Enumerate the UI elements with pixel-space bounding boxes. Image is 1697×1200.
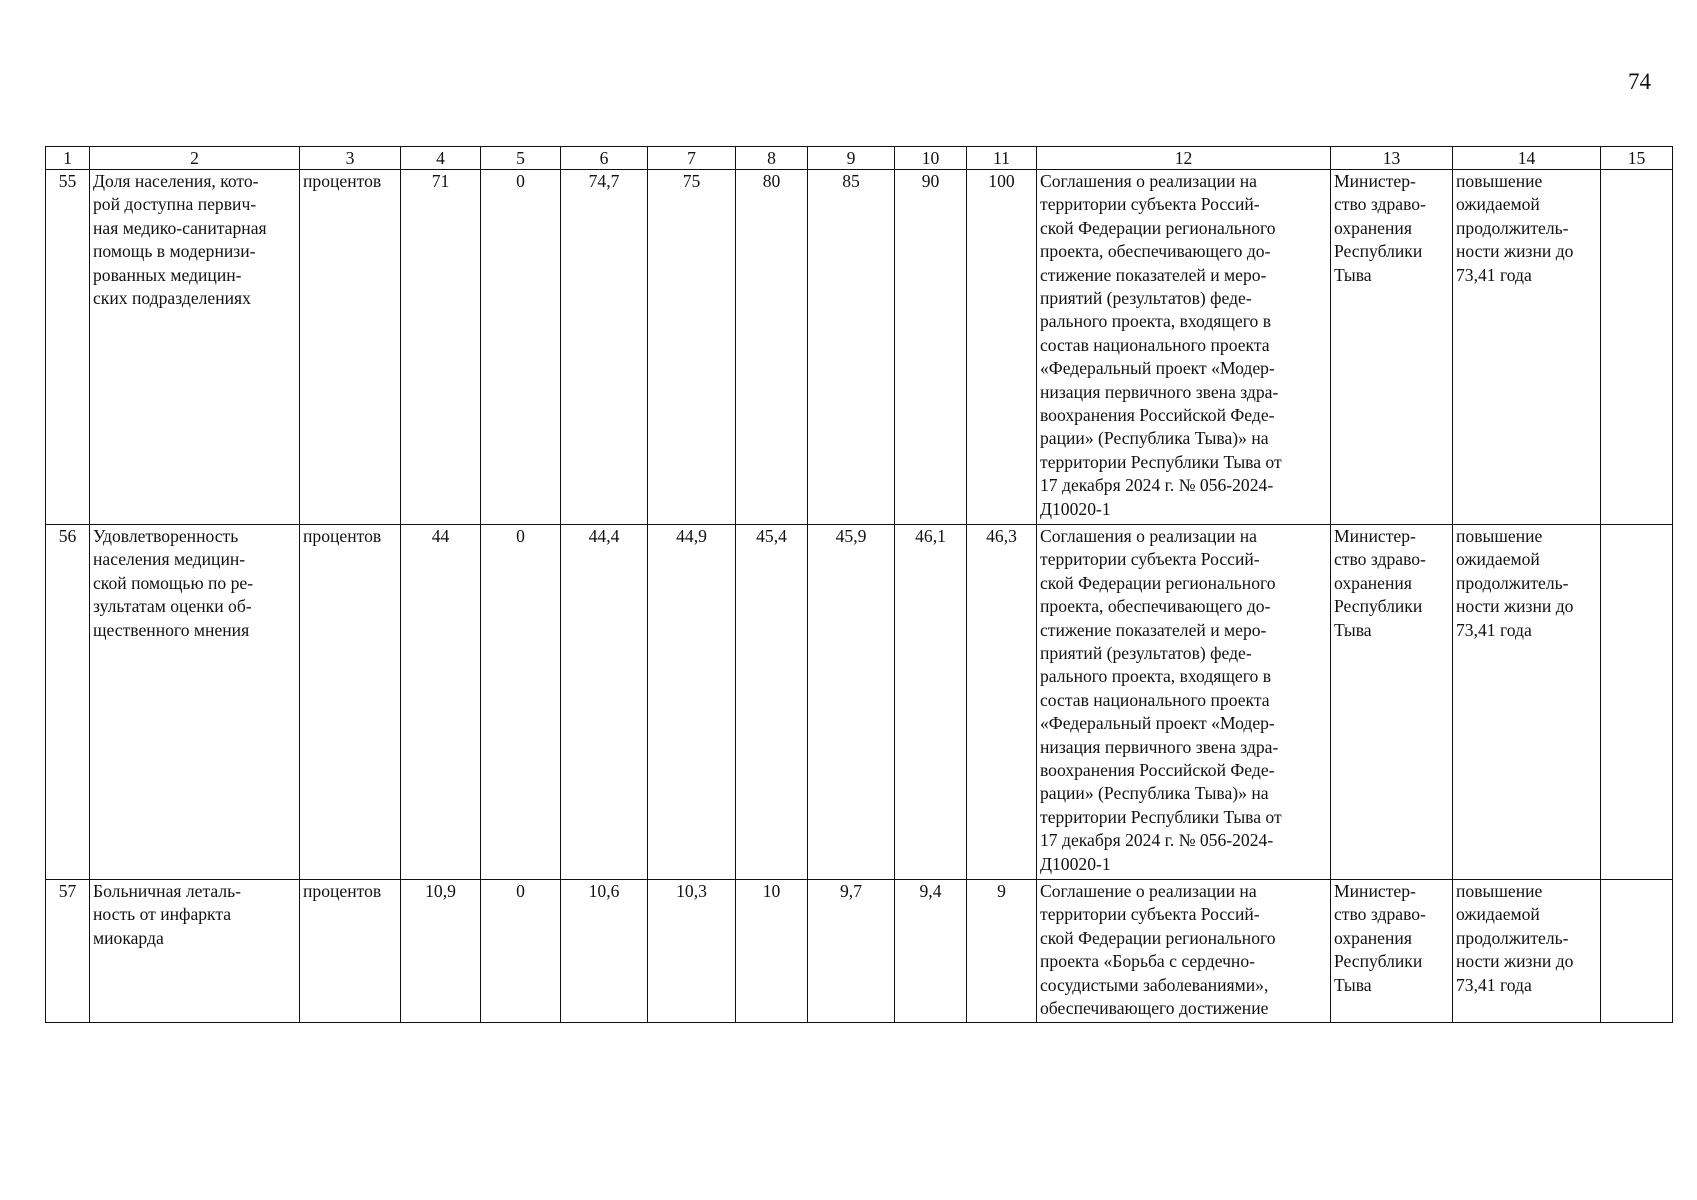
row-number: 56	[46, 525, 90, 880]
value-cell: 74,7	[561, 170, 648, 525]
source-document: Соглашение о реализации на территории субъекта Россий- ской Федерации регионального проекта «Борьба с сердечно- сосудистыми заболеваниями», обеспечивающего достижение	[1037, 880, 1331, 1023]
column-number: 13	[1331, 147, 1453, 170]
goal-link: повышение ожидаемой продолжитель- ности жизни до 73,41 года	[1453, 170, 1601, 525]
value-cell: 44	[401, 525, 481, 880]
value-cell: 71	[401, 170, 481, 525]
column-number: 3	[300, 147, 401, 170]
column-number: 4	[401, 147, 481, 170]
value-cell: 9,4	[895, 880, 967, 1023]
value-cell: 44,4	[561, 525, 648, 880]
value-cell: 46,1	[895, 525, 967, 880]
unit-of-measure: процентов	[300, 880, 401, 1023]
responsible-body: Министер- ство здраво- охранения Республики Тыва	[1331, 525, 1453, 880]
empty-cell	[1601, 170, 1673, 525]
indicator-name: Доля населения, кото- рой доступна первич- ная медико-санитарная помощь в модернизи- рованных медицин- ских подразделениях	[90, 170, 300, 525]
goal-link: повышение ожидаемой продолжитель- ности жизни до 73,41 года	[1453, 525, 1601, 880]
column-number: 1	[46, 147, 90, 170]
column-number: 8	[736, 147, 808, 170]
value-cell: 10,9	[401, 880, 481, 1023]
value-cell: 85	[808, 170, 895, 525]
value-cell: 0	[481, 880, 561, 1023]
column-number: 7	[648, 147, 736, 170]
indicator-name: Больничная леталь- ность от инфаркта миокарда	[90, 880, 300, 1023]
value-cell: 100	[967, 170, 1037, 525]
responsible-body: Министер- ство здраво- охранения Республики Тыва	[1331, 170, 1453, 525]
goal-link: повышение ожидаемой продолжитель- ности жизни до 73,41 года	[1453, 880, 1601, 1023]
column-number: 11	[967, 147, 1037, 170]
value-cell: 10	[736, 880, 808, 1023]
column-number: 2	[90, 147, 300, 170]
row-number: 57	[46, 880, 90, 1023]
value-cell: 45,9	[808, 525, 895, 880]
indicator-name: Удовлетворенность населения медицин- ской помощью по ре- зультатам оценки об- щественного мнения	[90, 525, 300, 880]
value-cell: 46,3	[967, 525, 1037, 880]
value-cell: 0	[481, 170, 561, 525]
indicators-table	[45, 146, 1673, 1023]
value-cell: 10,6	[561, 880, 648, 1023]
column-number: 9	[808, 147, 895, 170]
value-cell: 75	[648, 170, 736, 525]
value-cell: 45,4	[736, 525, 808, 880]
unit-of-measure: процентов	[300, 170, 401, 525]
page-number: 74	[1628, 69, 1651, 94]
row-number: 55	[46, 170, 90, 525]
column-number: 12	[1037, 147, 1331, 170]
column-number: 6	[561, 147, 648, 170]
value-cell: 90	[895, 170, 967, 525]
column-number-row	[46, 147, 1673, 170]
value-cell: 9	[967, 880, 1037, 1023]
value-cell: 80	[736, 170, 808, 525]
column-number: 5	[481, 147, 561, 170]
unit-of-measure: процентов	[300, 525, 401, 880]
column-number: 10	[895, 147, 967, 170]
column-number: 15	[1601, 147, 1673, 170]
source-document: Соглашения о реализации на территории субъекта Россий- ской Федерации регионального проекта, обеспечивающего до- стижение показателей и меро- приятий (результатов) феде- рального проекта, входящего в состав национального проекта «Федеральный проект «Модер- низация первичного звена здра- воохранения Российской Феде- рации» (Республика Тыва)» на территории Республики Тыва от 17 декабря 2024 г. № 056-2024- Д10020-1	[1037, 170, 1331, 525]
table-row	[46, 880, 1673, 1023]
source-document: Соглашения о реализации на территории субъекта Россий- ской Федерации регионального проекта, обеспечивающего до- стижение показателей и меро- приятий (результатов) феде- рального проекта, входящего в состав национального проекта «Федеральный проект «Модер- низация первичного звена здра- воохранения Российской Феде- рации» (Республика Тыва)» на территории Республики Тыва от 17 декабря 2024 г. № 056-2024- Д10020-1	[1037, 525, 1331, 880]
empty-cell	[1601, 880, 1673, 1023]
table-row	[46, 525, 1673, 880]
value-cell: 9,7	[808, 880, 895, 1023]
table-row	[46, 170, 1673, 525]
value-cell: 44,9	[648, 525, 736, 880]
column-number: 14	[1453, 147, 1601, 170]
value-cell: 10,3	[648, 880, 736, 1023]
value-cell: 0	[481, 525, 561, 880]
empty-cell	[1601, 525, 1673, 880]
responsible-body: Министер- ство здраво- охранения Республики Тыва	[1331, 880, 1453, 1023]
